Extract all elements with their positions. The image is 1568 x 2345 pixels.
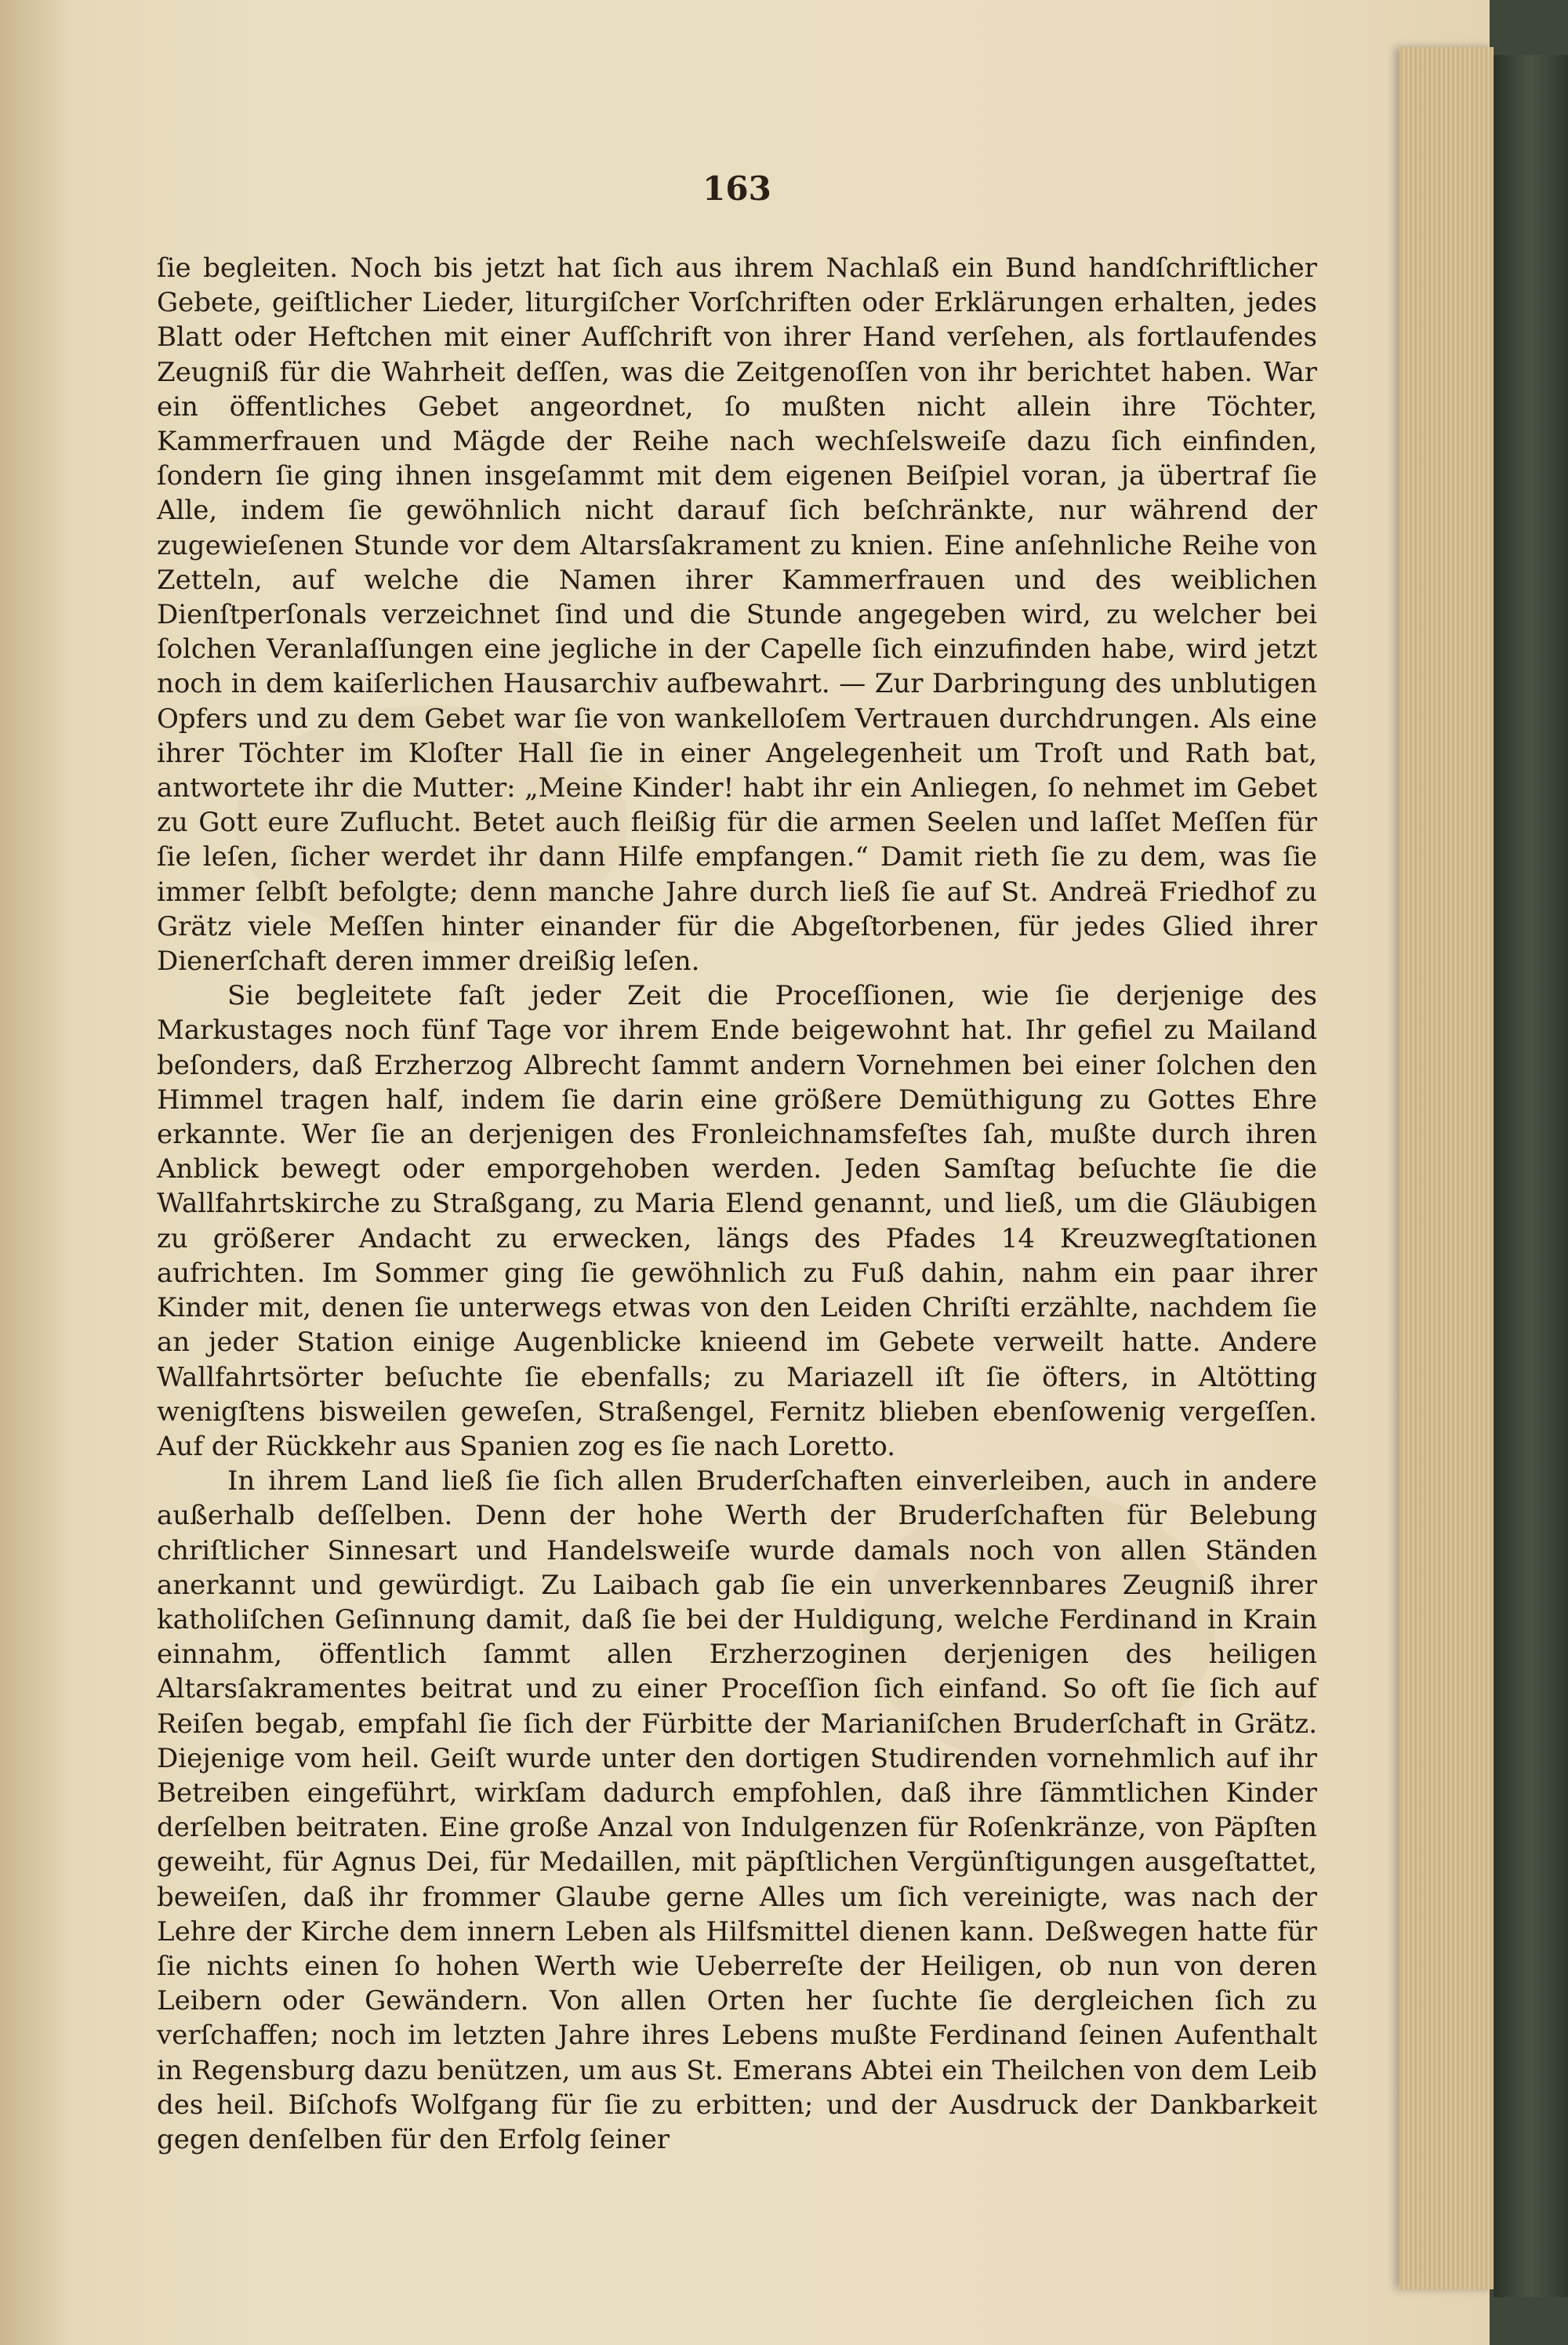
body-text bbox=[157, 251, 1317, 2157]
paragraph-2: Sie begleitete faſt jeder Zeit die Proceſſionen, wie ſie derjenige des Markustages noch fünf Tage vor ihrem Ende beigewohnt hat. Ihr gefiel zu Mailand beſonders, daß Erzherzog Albrecht ſammt andern Vornehmen bei einer ſolchen den Himmel tragen half, indem ſie darin eine größere Demüthigung zu Gottes Ehre erkannte. Wer ſie an derjenigen des Fronleichnamsfeſtes ſah, mußte durch ihren Anblick bewegt oder emporgehoben werden. Jeden Samſtag beſuchte ſie die Wallfahrtskirche zu Straßgang, zu Maria Elend genannt, und ließ, um die Gläubigen zu größerer Andacht zu erwecken, längs des Pfades 14 Kreuzwegſtationen aufrichten. Im Sommer ging ſie gewöhnlich zu Fuß dahin, nahm ein paar ihrer Kinder mit, denen ſie unterwegs etwas von den Leiden Chriſti erzählte, nachdem ſie an jeder Station einige Augenblicke knieend im Gebete verweilt hatte. Andere Wallfahrtsörter beſuchte ſie ebenfalls; zu Mariazell iſt ſie öfters, in Altötting wenigſtens bisweilen geweſen, Straßengel, Fernitz blieben ebenſowenig vergeſſen. Auf der Rückkehr aus Spanien zog es ſie nach Loretto. bbox=[157, 980, 1317, 1462]
paragraph-3: In ihrem Land ließ ſie ſich allen Bruderſchaften einverleiben, auch in andere außerhalb deſſelben. Denn der hohe Werth der Bruderſchaften für Belebung chriſtlicher Sinnesart und Handelsweiſe wurde damals noch von allen Ständen anerkannt und gewürdigt. Zu Laibach gab ſie ein unverkennbares Zeugniß ihrer katholiſchen Geſinnung damit, daß ſie bei der Huldigung, welche Ferdinand in Krain einnahm, öffentlich ſammt allen Erzherzoginen derjenigen des heiligen Altarsſakramentes beitrat und zu einer Proceſſion ſich einfand. So oft ſie ſich auf Reiſen begab, empfahl ſie ſich der Fürbitte der Marianiſchen Bruderſchaft in Grätz. Diejenige vom heil. Geiſt wurde unter den dortigen Studirenden vornehmlich auf ihr Betreiben eingeführt, wirkſam dadurch empfohlen, daß ihre ſämmtlichen Kinder derſelben beitraten. Eine große Anzal von Indulgenzen für Roſenkränze, von Päpſten geweiht, für Agnus Dei, für Medaillen, mit päpſtlichen Vergünſtigungen ausgeſtattet, beweiſen, daß ihr frommer Glaube gerne Alles um ſich vereinigte, was nach der Lehre der Kirche dem innern Leben als Hilfsmittel dienen kann. Deßwegen hatte für ſie nichts einen ſo hohen Werth wie Ueberreſte der Heiligen, ob nun von deren Leibern oder Gewändern. Von allen Orten her ſuchte ſie dergleichen ſich zu verſchaffen; noch im letzten Jahre ihres Lebens mußte Ferdinand ſeinen Aufenthalt in Regensburg dazu benützen, um aus St. Emerans Abtei ein Theilchen von dem Leib des heil. Biſchofs Wolfgang für ſie zu erbitten; und der Ausdruck der Dankbarkeit gegen denſelben für den Erfolg ſeiner bbox=[157, 1465, 1317, 2155]
page-number: 163 bbox=[702, 169, 771, 208]
page-edges bbox=[1399, 47, 1494, 2289]
paragraph-1: ſie begleiten. Noch bis jetzt hat ſich aus ihrem Nachlaß ein Bund handſchriftlicher Gebete, geiſtlicher Lieder, liturgiſcher Vorſchriften oder Erklärungen erhalten, jedes Blatt oder Heftchen mit einer Aufſchrift von ihrer Hand verſehen, als fortlaufendes Zeugniß für die Wahrheit deſſen, was die Zeitgenoſſen von ihr berichtet haben. War ein öffentliches Gebet angeordnet, ſo mußten nicht allein ihre Töchter, Kammerfrauen und Mägde der Reihe nach wechſelsweiſe dazu ſich einfinden, ſondern ſie ging ihnen insgeſammt mit dem eigenen Beiſpiel voran, ja übertraf ſie Alle, indem ſie gewöhnlich nicht darauf ſich beſchränkte, nur während der zugewieſenen Stunde vor dem Altarsſakrament zu knien. Eine anſehnliche Reihe von Zetteln, auf welche die Namen ihrer Kammerfrauen und des weiblichen Dienſtperſonals verzeichnet ſind und die Stunde angegeben wird, zu welcher bei ſolchen Veranlaſſungen eine jegliche in der Capelle ſich einzufinden habe, wird jetzt noch in dem kaiſerlichen Hausarchiv aufbewahrt. — Zur Darbringung des unblutigen Opfers und zu dem Gebet war ſie von wankelloſem Vertrauen durchdrungen. Als eine ihrer Töchter im Kloſter Hall ſie in einer Angelegenheit um Troſt und Rath bat, antwortete ihr die Mutter: „Meine Kinder! habt ihr ein Anliegen, ſo nehmet im Gebet zu Gott eure Zuflucht. Betet auch fleißig für die armen Seelen und laſſet Meſſen für ſie leſen, ſicher werdet ihr dann Hilfe empfangen.“ Damit rieth ſie zu dem, was ſie immer ſelbſt befolgte; denn manche Jahre durch ließ ſie auf St. Andreä Friedhof zu Grätz viele Meſſen hinter einander für die Abgeſtorbenen, für jedes Glied ihrer Dienerſchaft deren immer dreißig leſen. bbox=[157, 252, 1317, 978]
page-gutter bbox=[0, 0, 71, 2345]
book-cover-edge bbox=[1494, 55, 1568, 2297]
